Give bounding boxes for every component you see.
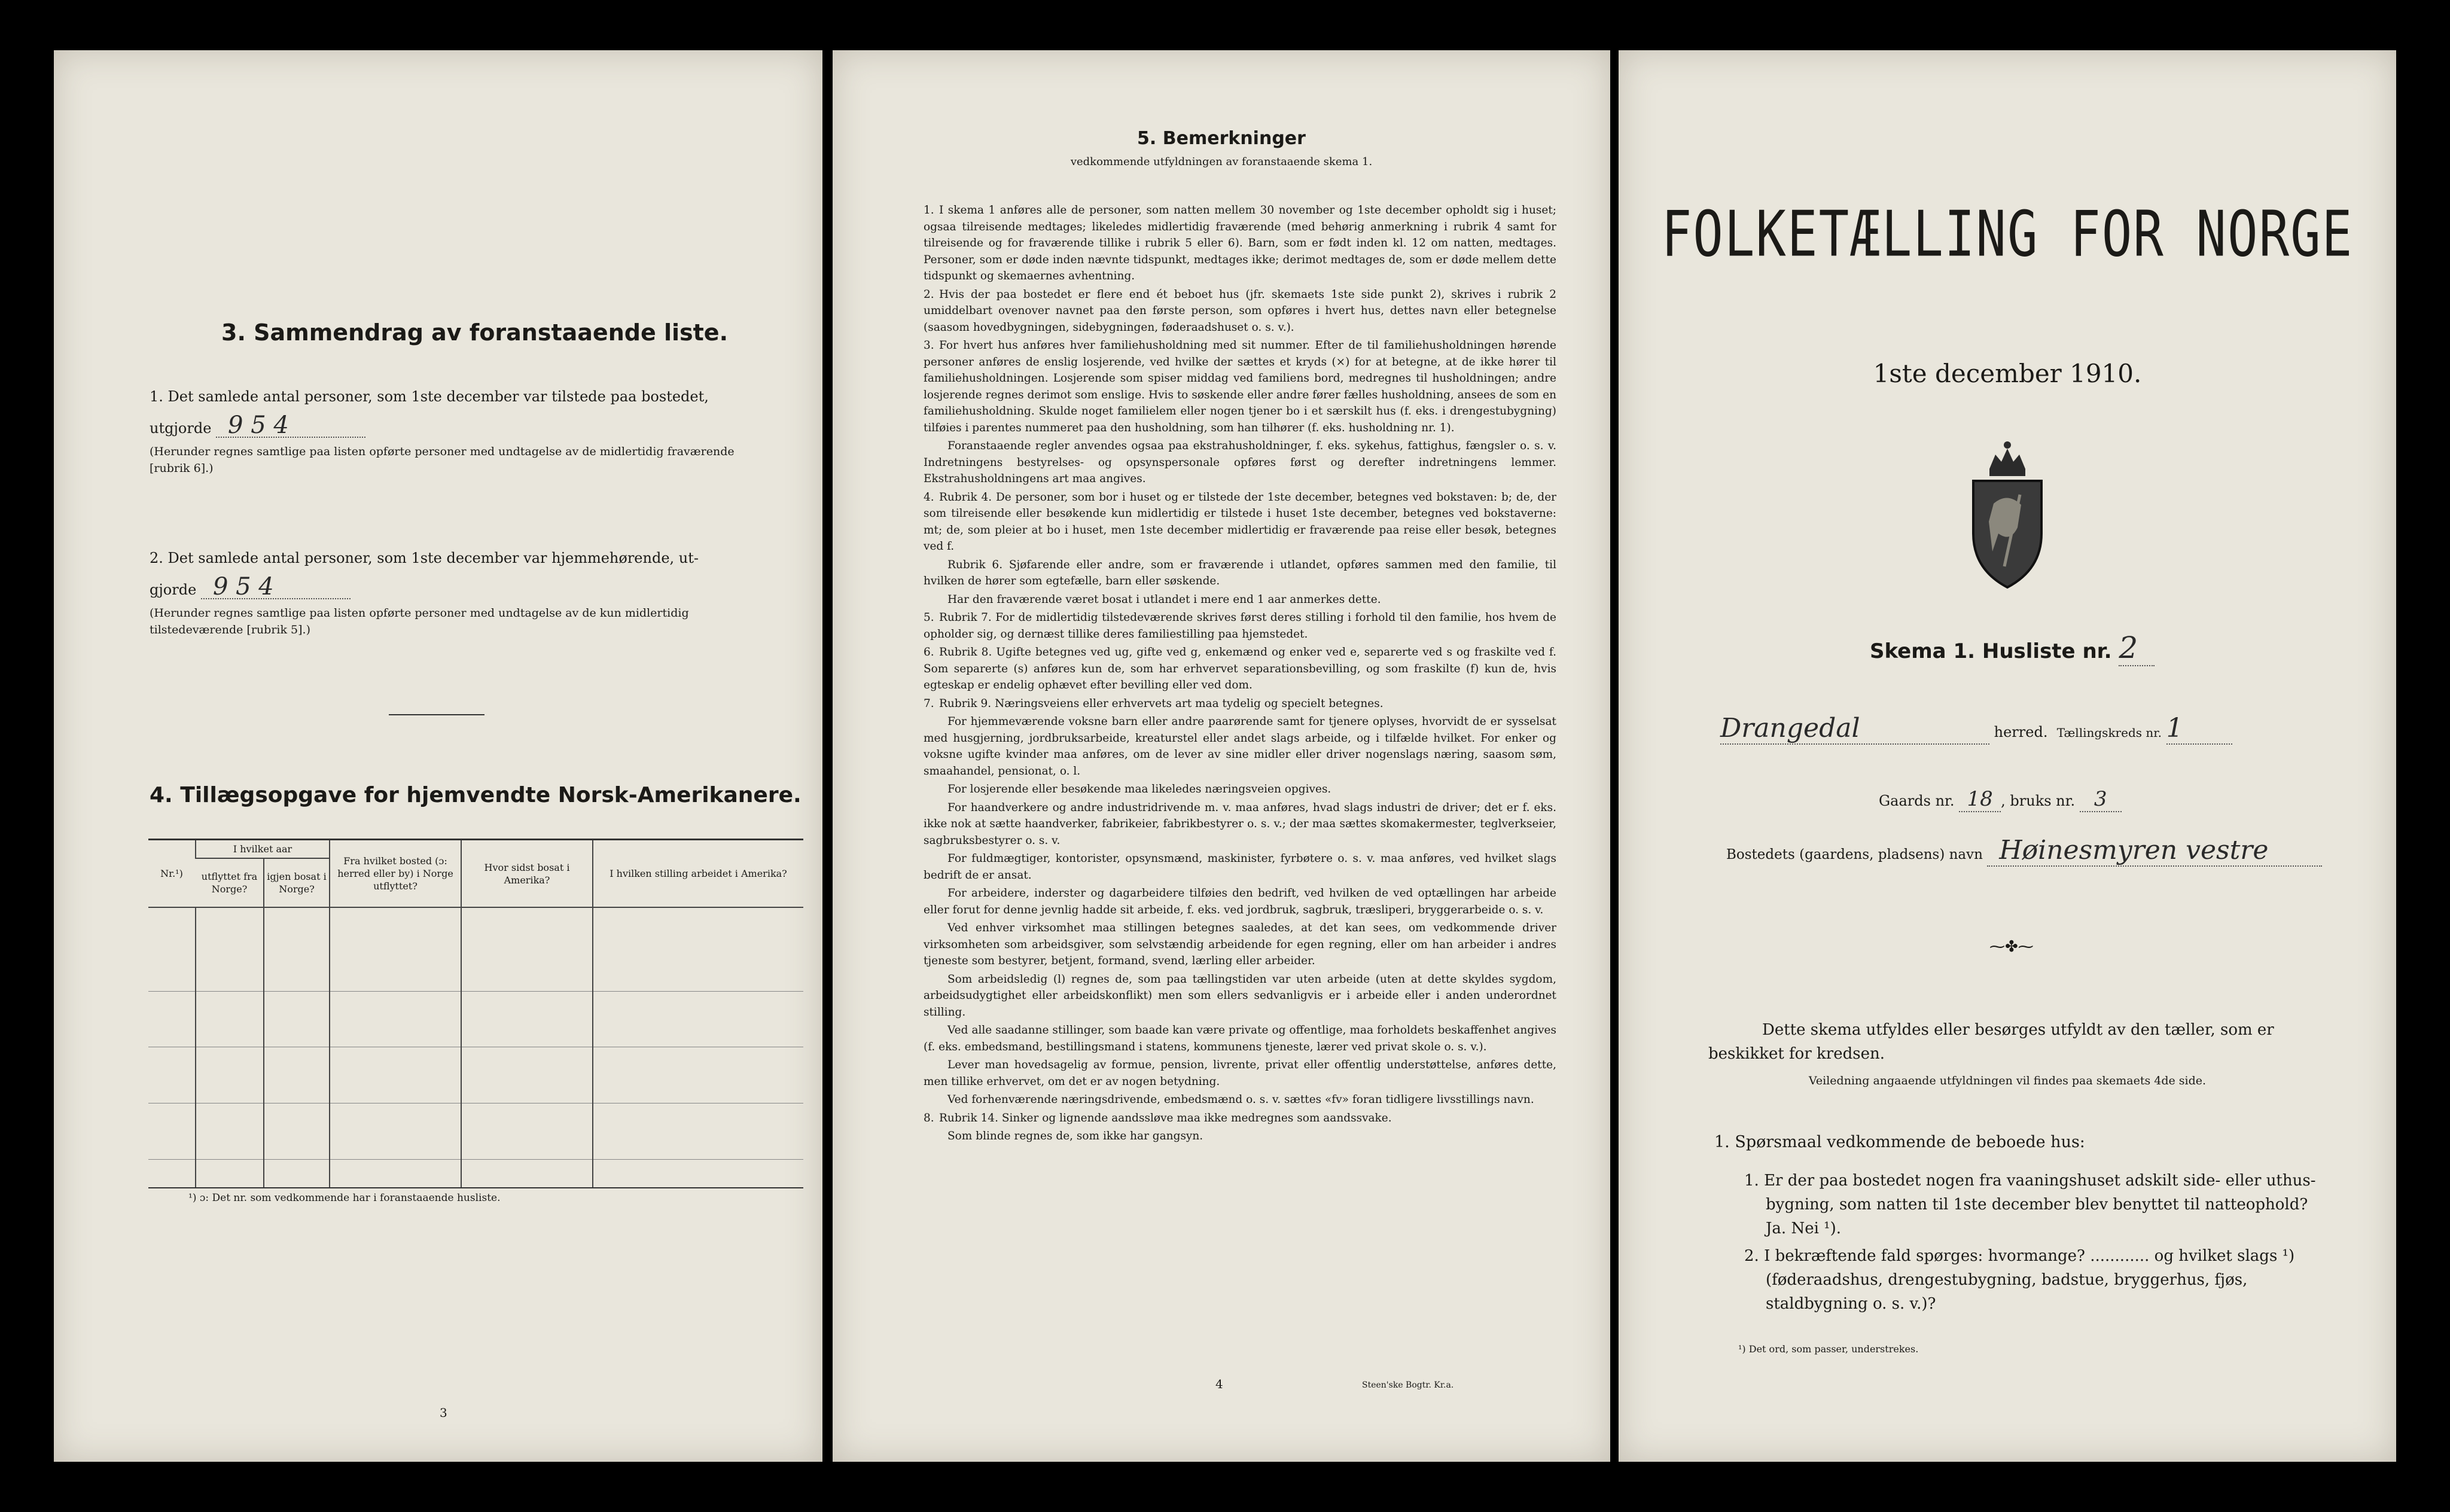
remark-paragraph [924, 1110, 1556, 1127]
remark-paragraph [924, 696, 1556, 712]
page-number: 3 [440, 1406, 447, 1420]
remark-paragraph [924, 800, 1556, 849]
ornament-icon: ⁓✤⁓ [1989, 938, 2034, 956]
remark-paragraph [924, 1092, 1556, 1108]
printer-mark: Steen'ske Bogtr. Kr.a. [1362, 1380, 1454, 1390]
remarks-title: 5. Bemerkninger [1137, 128, 1306, 149]
remark-text: Foranstaaende regler anvendes ogsaa paa ekstrahusholdninger, f. eks. sykehus, fattighus, fængsler o. s. v. Indretningens bestyrelses- og opsynspersonale opføres først og derefter indretningens lemmer. Ekstrahusholdningens art maa angives. [924, 440, 1556, 485]
herred-value: Drangedal [1720, 713, 1989, 745]
remark-number: 5. [924, 611, 934, 624]
summary-item-1-value: 9 5 4 [216, 414, 365, 438]
remark-paragraph [924, 1022, 1556, 1055]
remark-paragraph [924, 850, 1556, 883]
remark-text: For fuldmægtiger, kontorister, opsynsmænd, maskinister, fyrbøtere o. s. v. maa anføres, ved hvilket slags bedrift de er ansat. [924, 852, 1556, 882]
remark-text: Hvis der paa bostedet er flere end ét beboet hus (jfr. skemaets 1ste side punkt 2), skrives i rubrik 2 umiddelbart ovenover navnet paa den første person, som opføres i hvert hus, dettes navn eller betegnelse (saasom hovedbygningen, sidebygningen, føderaadshuset o. s. v.). [924, 288, 1556, 334]
summary-item-2-label: gjorde [150, 581, 197, 598]
col-utflyttet: utflyttet fra Norge? [201, 871, 258, 895]
summary-item-1-label: utgjorde [150, 420, 212, 437]
remark-number: 7. [924, 697, 934, 710]
remark-number: 3. [924, 339, 934, 352]
gaards-label: Gaards nr. [1879, 792, 1955, 809]
question-heading: 1. Spørsmaal vedkommende de beboede hus: [1714, 1133, 2085, 1151]
remark-text: Rubrik 8. Ugifte betegnes ved ug, gifte ved g, enkemænd og enker ved e, separerte ved s og fraskilte ved f. Som separerte (s) anføres kun de, som har erhvervet separationsbevilling, og som fraskilte (f) kun de, hvis egteskap er endelig ophævet efter bevilling eller ved dom. [924, 646, 1556, 691]
bruks-label: , bruks nr. [2001, 792, 2076, 809]
skema-label: Skema 1. Husliste nr. [1870, 639, 2112, 663]
remark-paragraph [924, 609, 1556, 642]
table-row [148, 1103, 803, 1160]
remark-text: Som blinde regnes de, som ikke har gangsyn. [947, 1130, 1203, 1142]
summary-item-2-value: 9 5 4 [201, 575, 351, 599]
table-row [148, 1159, 803, 1187]
gaards-value: 18 [1959, 787, 2001, 812]
coat-of-arms-icon [1963, 438, 2052, 593]
remark-number: 1. [924, 204, 934, 217]
remark-paragraph [924, 781, 1556, 798]
remark-text: For hvert hus anføres hver familiehusholdning med sit nummer. Efter de til familiehusholdningen hørende personer anføres de enslig losjerende, ved hvilke der sættes et kryds (×) for at betegne, at de ikke hører til familiehusholdningen. Losjerende som spiser middag ved familiens bord, medregnes til husholdningen; andre losjerende regnes derimot som enslige. Hvis to søskende eller andre fører fælles husholdning, ansees de som en familiehusholdning. Skulde noget familielem eller nogen tjener bo i et særskilt hus (f. eks. i drengestubygning) tilføies i parentes nummeret paa den husholdning, som han tilhører (f. eks. husholdning nr. 1). [924, 339, 1556, 434]
col-nr: Nr.¹) [160, 868, 183, 879]
question-1: 1. Er der paa bostedet nogen fra vaaningshuset adskilt side- eller uthus-bygning, som natten til 1ste december blev benyttet til natteophold? Ja. Nei ¹). [1744, 1172, 2316, 1237]
col-group-year: I hvilket aar [196, 840, 330, 858]
remark-paragraph [924, 1057, 1556, 1090]
remark-text: Rubrik 14. Sinker og lignende aandssløve maa ikke medregnes som aandssvake. [939, 1111, 1392, 1124]
col-bosat: igjen bosat i Norge? [264, 858, 330, 907]
remark-paragraph [924, 438, 1556, 487]
remark-paragraph [924, 337, 1556, 436]
bosted-value: Høinesmyren vestre [1987, 835, 2322, 867]
remarks-list [924, 202, 1556, 1147]
remark-text: Ved alle saadanne stillinger, som baade kan være private og offentlige, maa forholdets beskaffenhet angives (f. eks. embedsmand, bestillingsmand i statens, kommunens tjeneste, lærer ved privat skole o. s. v.). [924, 1024, 1556, 1053]
remark-number: 8. [924, 1111, 934, 1124]
remark-paragraph [924, 592, 1556, 608]
remark-text: Rubrik 6. Sjøfarende eller andre, som er fraværende i utlandet, opføres sammen med den familie, til hvilken de hører som egtefælle, barn eller søskende. [924, 558, 1556, 587]
col-hvor: Hvor sidst bosat i Amerika? [461, 840, 593, 907]
herred-label: herred. [1994, 724, 2048, 740]
remark-paragraph [924, 286, 1556, 336]
remark-paragraph [924, 489, 1556, 555]
remark-text: I skema 1 anføres alle de personer, som natten mellem 30 november og 1ste december opholdt sig i huset; ogsaa tilreisende medtages; likeledes midlertidig fraværende (med behørig anmerkning i rubrik 4 samt for tilreisende og for fraværende tillike i rubrik 5 eller 6). Barn, som er født inden kl. 12 om natten, medtages. Personer, som er døde inden nævnte tidspunkt, medtages ikke; derimot medtages de, som er døde mellem dette tidspunkt og skemaernes avhentning. [924, 204, 1556, 282]
husliste-number: 2 [2119, 630, 2155, 666]
summary-item-1-note: (Herunder regnes samtlige paa listen opførte personer med undtagelse av de midlertidig fraværende [rubrik 6].) [150, 445, 735, 475]
table-row [148, 907, 803, 991]
remark-paragraph [924, 920, 1556, 970]
census-date: 1ste december 1910. [1873, 359, 2142, 388]
remark-text: Ved enhver virksomhet maa stillingen betegnes saaledes, at det kan sees, om vedkommende driver virksomheten som arbeidsgiver, som selvstændig arbeidende for egen regning, eller om han arbeider i andres tjeneste som bestyrer, betjent, formand, svend, lærling eller arbeider. [924, 922, 1556, 967]
remark-text: For arbeidere, inderster og dagarbeidere tilføies den bedrift, ved hvilken de ved optællingen har arbeide eller forut for denne jevnlig hadde sit arbeide, f. eks. ved jordbruk, sagbruk, træsliperi, bryggerarbeide o. s. v. [924, 887, 1556, 916]
summary-item-1 [150, 385, 772, 477]
bosted-line [1726, 835, 2322, 867]
table-footnote: ¹) ɔ: Det nr. som vedkommende har i foranstaaende husliste. [188, 1192, 501, 1204]
remark-paragraph [924, 1128, 1556, 1145]
remark-paragraph [924, 885, 1556, 918]
bruks-value: 3 [2080, 787, 2122, 812]
col-stilling: I hvilken stilling arbeidet i Amerika? [593, 840, 803, 907]
kreds-value: 1 [2166, 713, 2232, 745]
summary-item-1-text: 1. Det samlede antal personer, som 1ste december var tilstede paa bostedet, [150, 388, 709, 405]
remark-paragraph [924, 557, 1556, 590]
remark-text: For haandverkere og andre industridrivende m. v. maa anføres, hvad slags industri de driver; det er f. eks. ikke nok at sætte haandverker, fabrikeier, fabrikbestyrer o. s. v.; der maa sættes skomakermester, teglverkseier, sagbruksbestyrer o. s. v. [924, 801, 1556, 847]
summary-item-2-text: 2. Det samlede antal personer, som 1ste december var hjemmehørende, ut- [150, 550, 699, 566]
summary-item-2-note: (Herunder regnes samtlige paa listen opførte personer med undtagelse av de kun midlertidig tilstedeværende [rubrik 5].) [150, 606, 689, 636]
table-row [148, 1047, 803, 1103]
remark-paragraph [924, 644, 1556, 694]
table-row [148, 991, 803, 1047]
gaards-line [1879, 787, 2122, 812]
remark-text: Rubrik 9. Næringsveiens eller erhvervets art maa tydelig og specielt betegnes. [939, 697, 1384, 710]
herred-line [1720, 713, 2232, 745]
norsk-amerikanere-table [148, 839, 803, 1188]
section-4-title: 4. Tillægsopgave for hjemvendte Norsk-Amerikanere. [150, 783, 802, 807]
remark-paragraph [924, 714, 1556, 779]
remark-text: For losjerende eller besøkende maa likeledes næringsveien opgives. [947, 783, 1331, 795]
page1-footnote: ¹) Det ord, som passer, understrekes. [1738, 1343, 1919, 1355]
section-3-title: 3. Sammendrag av foranstaaende liste. [221, 319, 729, 346]
col-fra: Fra hvilket bosted (ɔ: herred eller by) i Norge utflyttet? [330, 840, 461, 907]
page-1 [1619, 50, 2396, 1462]
info-text: Dette skema utfyldes eller besørges utfyldt av den tæller, som er beskikket for kredsen. [1708, 1021, 2274, 1063]
remark-text: For hjemmeværende voksne barn eller andre paarørende samt for tjenere oplyses, hvorvidt de er sysselsat med husgjerning, jordbruksarbeide, kreaturstel eller andet slags arbeide, og i tilfælde hvilket. For enker og voksne ugifte kvinder maa anføres, om de lever av sine midler eller driver nogenslags næring, saasom søm, smaahandel, pensionat, o. l. [924, 715, 1556, 778]
remark-paragraph [924, 202, 1556, 285]
remark-text: Rubrik 7. For de midlertidig tilstedeværende skrives først deres stilling i forhold til den familie, hos hvem de opholder sig, og dernæst tillike deres familiestilling paa hjemstedet. [924, 611, 1556, 641]
summary-item-2 [150, 547, 772, 638]
remark-number: 6. [924, 646, 934, 659]
bosted-label: Bostedets (gaardens, pladsens) navn [1726, 847, 1983, 862]
remark-paragraph [924, 971, 1556, 1021]
page-number: 4 [1215, 1377, 1223, 1391]
kreds-label: Tællingskreds nr. [2056, 725, 2162, 740]
remark-text: Lever man hovedsagelig av formue, pension, livrente, privat eller offentlig understøttelse, anføres dette, men tillike erhvervet, om det er av nogen betydning. [924, 1059, 1556, 1088]
remark-text: Har den fraværende været bosat i utlandet i mere end 1 aar anmerkes dette. [947, 593, 1381, 606]
remark-text: Som arbeidsledig (l) regnes de, som paa tællingstiden var uten arbeide (uten at dette skyldes sygdom, arbeidsudygtighet eller arbeidskonflikt) men som ellers sedvanligvis er i arbeide eller i anden underordnet stilling. [924, 973, 1556, 1019]
skema-heading [1870, 630, 2155, 666]
divider [389, 714, 484, 715]
remark-text: Ved forhenværende næringsdrivende, embedsmænd o. s. v. sættes «fv» foran tidligere livsstillings navn. [947, 1093, 1534, 1106]
census-title: FOLKETÆLLING FOR NORGE [1661, 197, 2354, 271]
page-3 [54, 50, 822, 1462]
page-4 [833, 50, 1610, 1462]
question-2: 2. I bekræftende fald spørges: hvormange? ............ og hvilket slags ¹) (føderaadshus, drengestubygning, badstue, bryggerhus, fjøs, staldbygning o. s. v.)? [1744, 1247, 2295, 1313]
remark-text: Rubrik 4. De personer, som bor i huset og er tilstede der 1ste december, betegnes ved bokstaven: b; de, der som tilreisende eller besøkende kun midlertidig er tilstede i huset 1ste december, betegnes ved bokstaverne: mt; de, som pleier at bo i huset, men 1ste december midlertidig er fraværende paa reise eller besøk, betegnes ved f. [924, 490, 1556, 553]
info-note: Veiledning angaaende utfyldningen vil findes paa skemaets 4de side. [1808, 1074, 2207, 1087]
remark-number: 4. [924, 490, 934, 504]
remarks-subtitle: vedkommende utfyldningen av foranstaaende skema 1. [1070, 156, 1373, 168]
remark-number: 2. [924, 288, 934, 301]
